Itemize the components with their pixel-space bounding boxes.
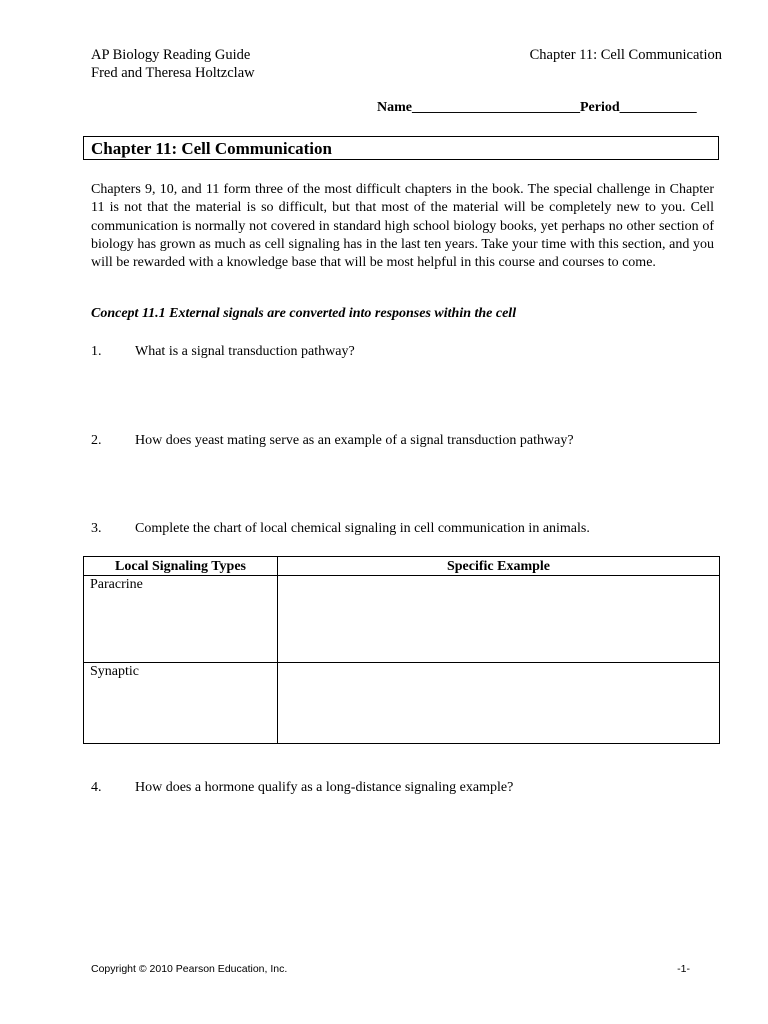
example-answer-cell[interactable] <box>278 663 720 744</box>
table-row <box>84 576 720 663</box>
authors: Fred and Theresa Holtzclaw <box>91 65 255 81</box>
question-text: How does yeast mating serve as an example of a signal transduction pathway? <box>135 433 574 448</box>
copyright-footer: Copyright © 2010 Pearson Education, Inc. <box>91 963 288 975</box>
intro-paragraph: Chapters 9, 10, and 11 form three of the most difficult chapters in the book. The special challenge in Chapter 11 is not that the material is so difficult, but that most of the material will be completely new to you. Cell communication is normally not covered in standard high school biology books, yet perhaps no other section of biology has grown as much as cell signaling has in the last ten years. Take your time with this section, and you will be rewarded with a knowledge base that will be most helpful in this course and courses to come. <box>91 182 714 271</box>
question-number: 3. <box>91 521 102 536</box>
local-signaling-chart <box>83 556 720 744</box>
concept-heading: Concept 11.1 External signals are converted into responses within the cell <box>91 306 517 321</box>
question-text: What is a signal transduction pathway? <box>135 344 355 359</box>
name-period-line: Name________________________Period___________ <box>377 100 697 115</box>
signaling-type-cell: Paracrine <box>84 576 278 663</box>
guide-title: AP Biology Reading Guide <box>91 47 251 63</box>
table-row <box>84 663 720 744</box>
header-left <box>91 46 255 82</box>
example-answer-cell[interactable] <box>278 576 720 663</box>
chart-header-example: Specific Example <box>278 557 720 576</box>
chart-header-row <box>84 557 720 576</box>
question-number: 4. <box>91 780 102 795</box>
question-number: 1. <box>91 344 102 359</box>
signaling-type-cell: Synaptic <box>84 663 278 744</box>
chapter-title-box <box>83 136 719 160</box>
question-number: 2. <box>91 433 102 448</box>
question-text: Complete the chart of local chemical signaling in cell communication in animals. <box>135 521 590 536</box>
page-number: -1- <box>677 963 690 975</box>
header-chapter: Chapter 11: Cell Communication <box>529 47 722 63</box>
chart-header-types: Local Signaling Types <box>84 557 278 576</box>
chapter-title: Chapter 11: Cell Communication <box>91 139 332 158</box>
question-text: How does a hormone qualify as a long-distance signaling example? <box>135 780 514 795</box>
